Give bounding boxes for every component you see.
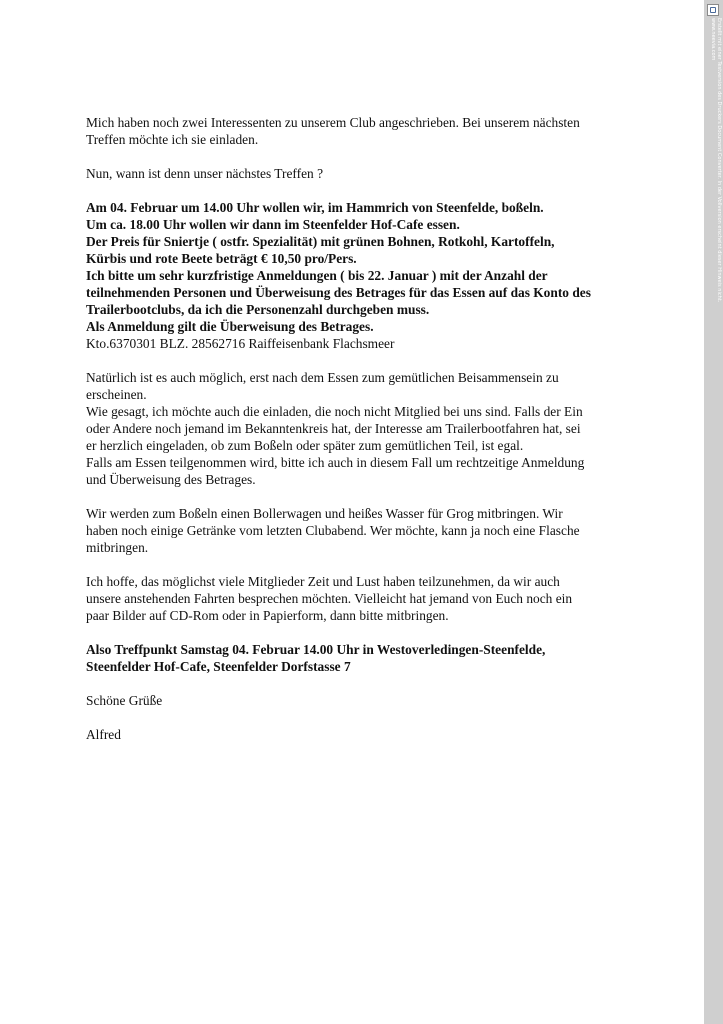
paragraph-question [86,165,646,182]
text-line: Mich haben noch zwei Interessenten zu unserem Club angeschrieben. Bei unserem nächsten [86,115,580,130]
bold-line: Um ca. 18.00 Uhr wollen wir dann im Steenfelder Hof-Cafe essen. [86,217,460,232]
bold-line: teilnehmenden Personen und Überweisung des Betrages für das Essen auf das Konto des [86,285,591,300]
bold-line: Ich bitte um sehr kurzfristige Anmeldungen ( bis 22. Januar ) mit der Anzahl der [86,268,548,283]
greeting-text: Schöne Grüße [86,693,163,708]
text-line: Ich hoffe, das möglichst viele Mitglieder Zeit und Lust haben teilzunehmen, da wir auch [86,574,560,589]
document-logo-icon [707,4,719,16]
text-line: Wir werden zum Boßeln einen Bollerwagen und heißes Wasser für Grog mitbringen. Wir [86,506,563,521]
bold-line: Als Anmeldung gilt die Überweisung des Betrages. [86,319,374,334]
paragraph-supplies [86,505,646,556]
bold-line: Am 04. Februar um 14.00 Uhr wollen wir, im Hammrich von Steenfelde, boßeln. [86,200,544,215]
text-line: erscheinen. [86,387,147,402]
bold-line: Trailerbootclubs, da ich die Personenzahl durchgeben muss. [86,302,430,317]
watermark-line: Erstellt mit einer Testversion des Druckers Document Converter. In der Vollversion erscheint dieser Hinweis nicht. [716,18,722,303]
bank-account-line: Kto.6370301 BLZ. 28562716 Raiffeisenbank Flachsmeer [86,336,395,351]
text-line: Treffen möchte ich sie einladen. [86,132,259,147]
paragraph-invitation [86,369,646,488]
text-line: Nun, wann ist denn unser nächstes Treffen ? [86,166,324,181]
text-line: mitbringen. [86,540,149,555]
text-line: oder Andere noch jemand im Bekanntenkreis hat, der Interesse am Trailerbootfahren hat, sei [86,421,581,436]
text-line: unsere anstehenden Fahrten besprechen möchten. Vielleicht hat jemand von Euch noch ein [86,591,573,606]
signature-text: Alfred [86,727,121,742]
paragraph-meeting-point [86,641,646,675]
bold-line: Der Preis für Sniertje ( ostfr. Spezialität) mit grünen Bohnen, Rotkohl, Kartoffeln, [86,234,555,249]
bold-line: Steenfelder Hof-Cafe, Steenfelder Dorfstasse 7 [86,659,351,674]
text-line: Wie gesagt, ich möchte auch die einladen, die noch nicht Mitglied bei uns sind. Falls der Ein [86,404,583,419]
converter-watermark-sidebar [704,0,723,1024]
paragraph-intro [86,114,646,148]
text-line: paar Bilder auf CD-Rom oder in Papierform, dann bitte mitbringen. [86,608,449,623]
text-line: Natürlich ist es auch möglich, erst nach dem Essen zum gemütlichen Beisammensein zu [86,370,559,385]
watermark-text [705,18,722,302]
text-line: Falls am Essen teilgenommen wird, bitte ich auch in diesem Fall um rechtzeitige Anmeldung [86,455,585,470]
paragraph-hope [86,573,646,624]
text-line: er herzlich eingeladen, ob zum Boßeln oder später zum gemütlichen Teil, ist egal. [86,438,524,453]
signature [86,726,646,743]
paragraph-event-details [86,199,646,352]
text-line: haben noch einige Getränke vom letzten Clubabend. Wer möchte, kann ja noch eine Flasche [86,523,580,538]
bold-line: Also Treffpunkt Samstag 04. Februar 14.00 Uhr in Westoverledingen-Steenfelde, [86,642,546,657]
text-line: und Überweisung des Betrages. [86,472,256,487]
watermark-line: www.neevia.com [710,18,716,61]
letter-body [86,114,646,760]
bold-line: Kürbis und rote Beete beträgt € 10,50 pro/Pers. [86,251,357,266]
greeting [86,692,646,709]
